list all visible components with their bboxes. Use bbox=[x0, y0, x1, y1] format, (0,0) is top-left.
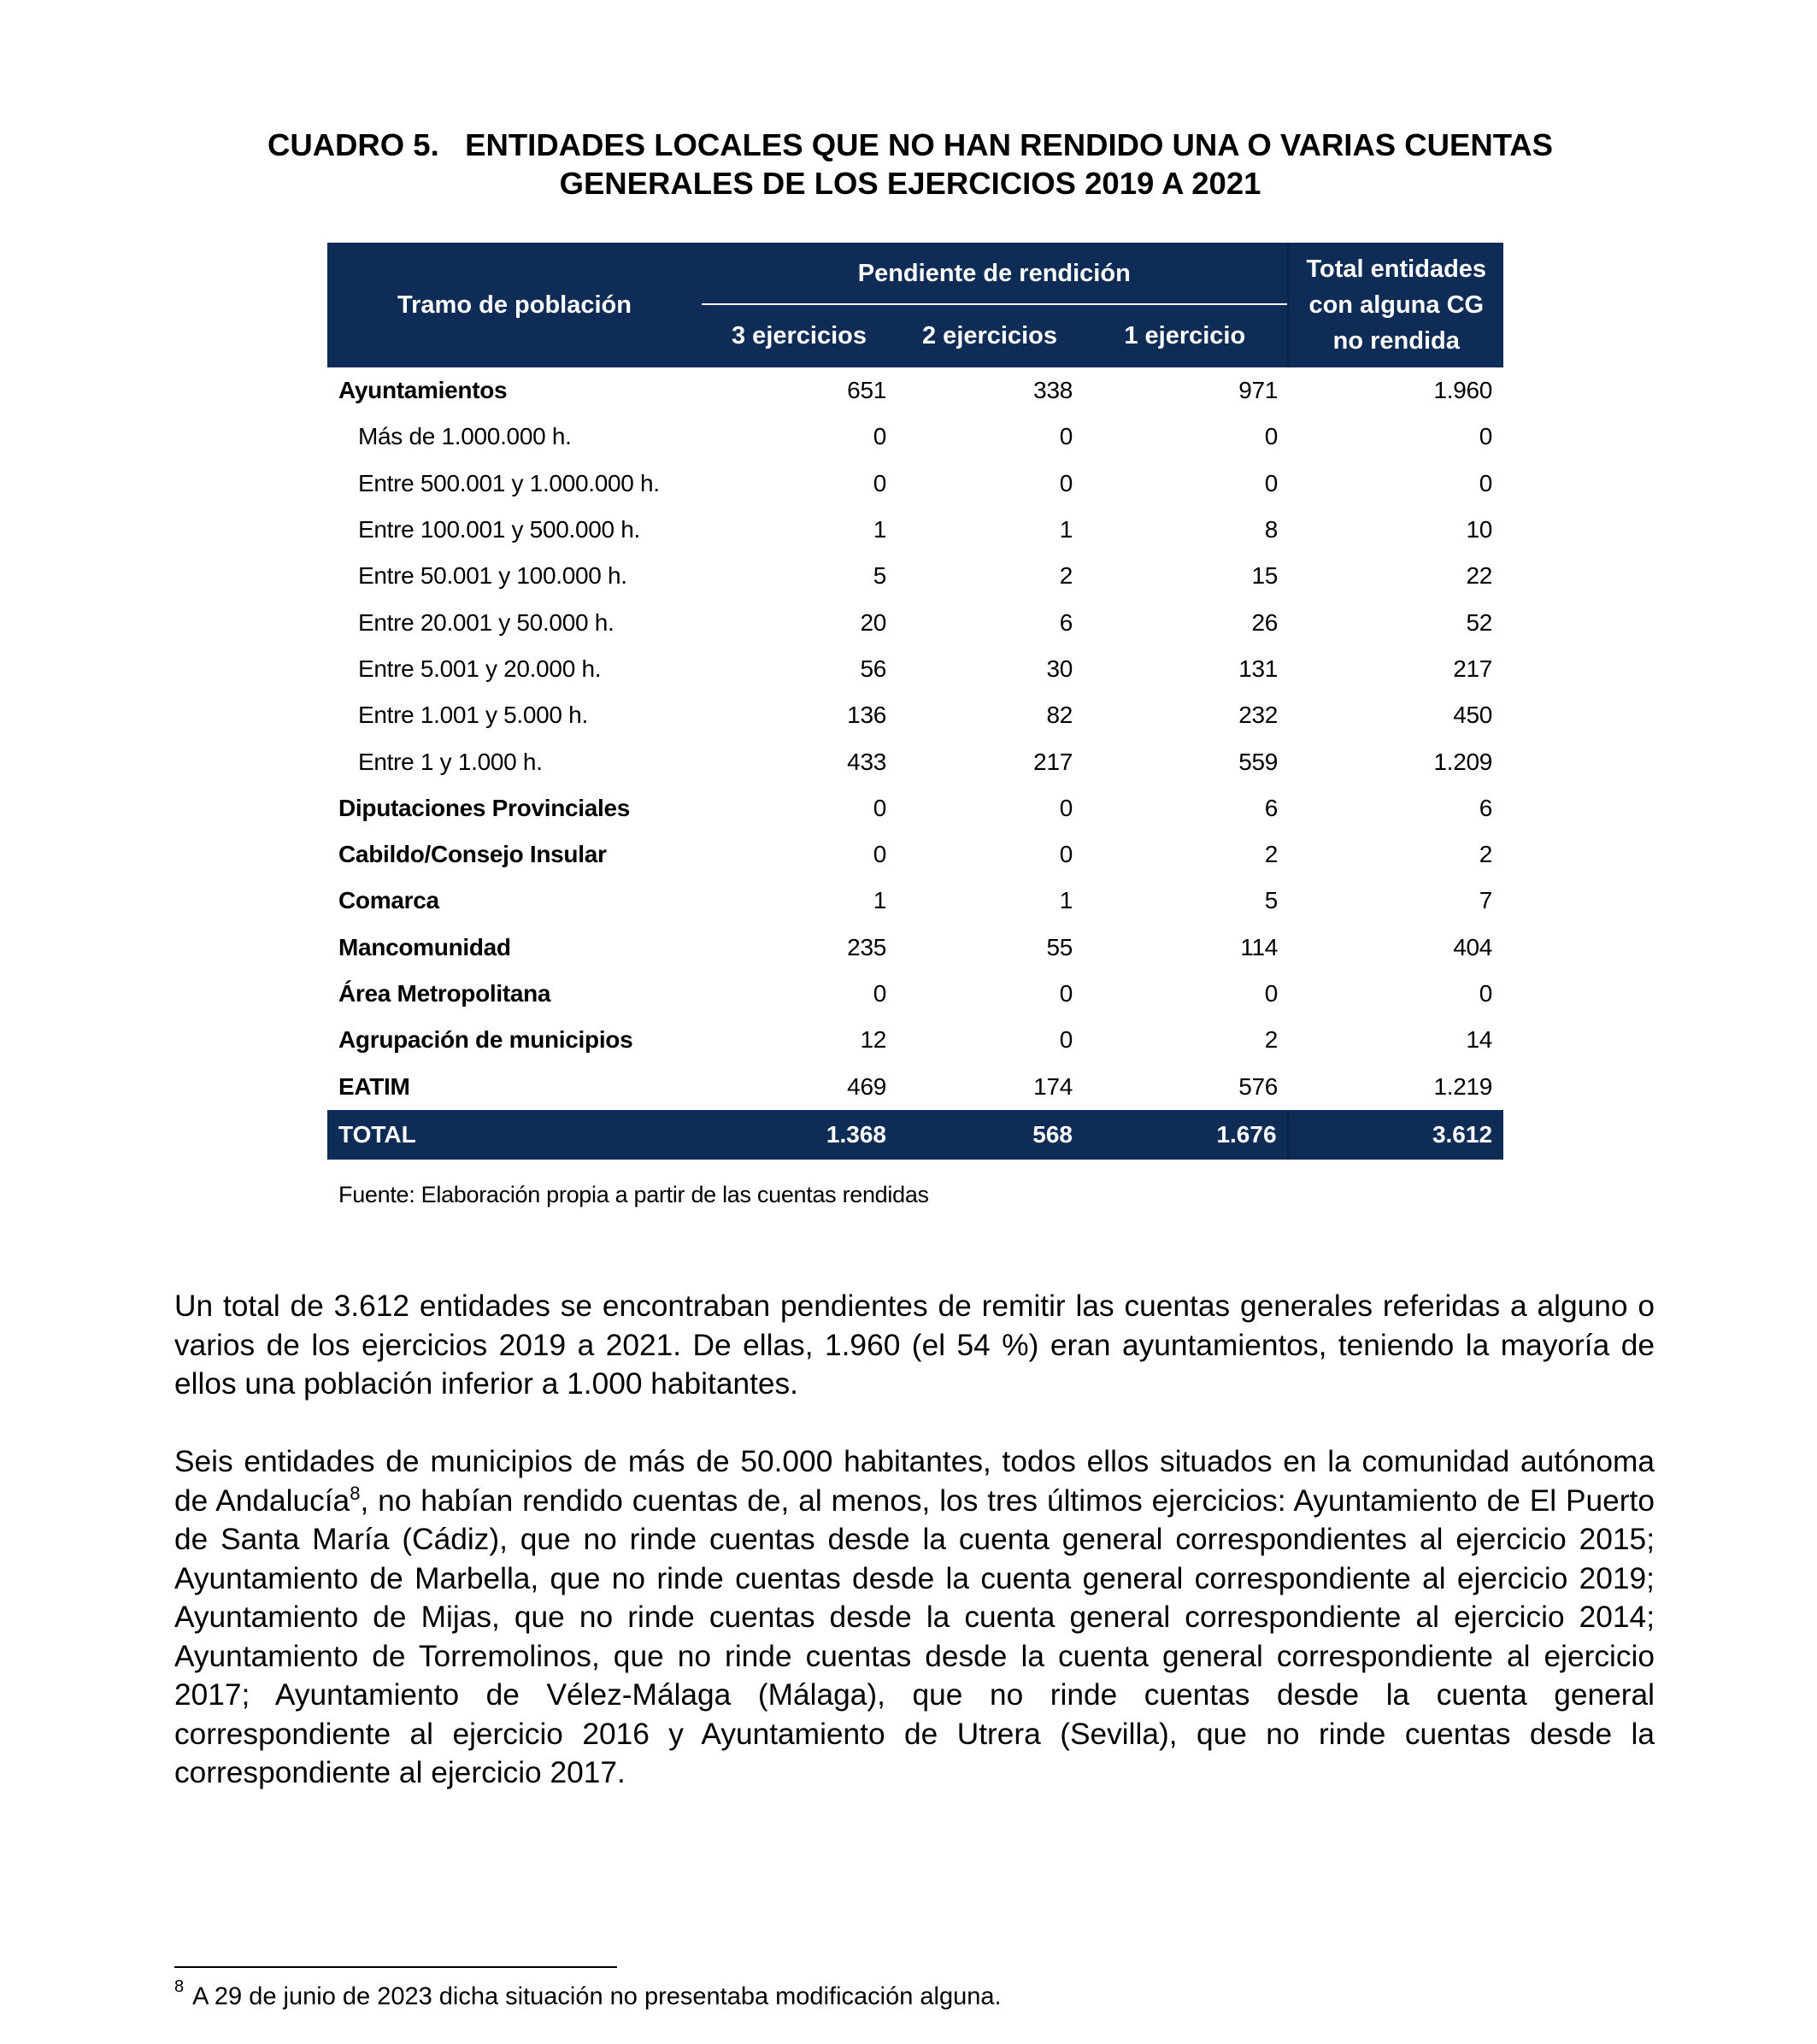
cell-3-ejercicios: 0 bbox=[873, 423, 886, 450]
paragraph-2-part2: , no habían rendido cuentas de, al menos, los tres últimos ejercicios: Ayuntamiento de El Puerto de Santa María (Cádiz), que no rinde cuentas desde la cuenta general correspondientes al ejercicio 2015; Ayuntamiento de Marbella, que no rinde cuentas desde la cuenta general correspondiente al ejercicio 2019; Ayuntamiento de Mijas, que no rinde cuentas desde la cuenta general correspondiente al ejercicio 2014; Ayuntamiento de Torremolinos, que no rinde cuentas desde la cuenta general correspondiente al ejercicio 2017; Ayuntamiento de Vélez-Málaga (Málaga), que no rinde cuentas desde la cuenta general correspondiente al ejercicio 2016 y Ayuntamiento de Utrera (Sevilla), que no rinde cuentas desde la correspondiente al ejercicio 2017. bbox=[174, 1483, 1655, 1789]
table-container bbox=[327, 243, 1503, 1160]
cell-2-ejercicios: 217 bbox=[1033, 748, 1073, 775]
footnote-ref[interactable]: 8 bbox=[350, 1482, 361, 1504]
cell-1-ejercicio: 8 bbox=[1264, 516, 1279, 543]
cell-1-ejercicio: 6 bbox=[1264, 794, 1279, 821]
cell-3-ejercicios: 1 bbox=[873, 516, 886, 543]
cell-total: 450 bbox=[1453, 702, 1493, 729]
footnote-text: A 29 de junio de 2023 dicha situación no presentaba modificación alguna. bbox=[192, 1982, 1002, 2011]
cell-1-ejercicio: 0 bbox=[1264, 980, 1279, 1007]
cell-2-ejercicios: 174 bbox=[1033, 1072, 1073, 1100]
row-label: Mancomunidad bbox=[338, 933, 511, 960]
total-label: TOTAL bbox=[327, 1110, 702, 1160]
cell-total: 0 bbox=[1479, 980, 1493, 1007]
cell-3-ejercicios: 0 bbox=[873, 469, 886, 496]
table-row bbox=[327, 553, 1503, 599]
header-2-ejercicios: 2 ejercicios bbox=[897, 305, 1083, 367]
cell-1-ejercicio: 15 bbox=[1251, 562, 1279, 590]
total-1-ejercicio: 1.676 bbox=[1083, 1110, 1288, 1160]
table-row bbox=[327, 738, 1503, 784]
table-row bbox=[327, 1017, 1503, 1063]
row-label: EATIM bbox=[338, 1072, 410, 1100]
cell-1-ejercicio: 559 bbox=[1238, 748, 1279, 775]
table-source: Fuente: Elaboración propia a partir de las cuentas rendidas bbox=[338, 1182, 929, 1207]
row-label: Entre 1.001 y 5.000 h. bbox=[358, 702, 588, 729]
row-label: Entre 50.001 y 100.000 h. bbox=[358, 562, 627, 590]
cell-3-ejercicios: 433 bbox=[847, 748, 886, 775]
cell-1-ejercicio: 2 bbox=[1264, 841, 1279, 868]
row-label: Entre 20.001 y 50.000 h. bbox=[358, 608, 614, 636]
footnote bbox=[174, 1977, 1002, 2012]
table-title-line1: CUADRO 5. ENTIDADES LOCALES QUE NO HAN RENDIDO UNA O VARIAS CUENTAS bbox=[267, 127, 1554, 162]
cell-total: 2 bbox=[1479, 841, 1493, 868]
cell-3-ejercicios: 469 bbox=[847, 1072, 886, 1100]
table-row bbox=[327, 646, 1503, 692]
cell-total: 6 bbox=[1479, 794, 1493, 821]
row-label: Más de 1.000.000 h. bbox=[358, 423, 572, 450]
cell-3-ejercicios: 20 bbox=[860, 608, 886, 636]
header-total-line1: Total entidades bbox=[1306, 256, 1487, 283]
cell-total: 14 bbox=[1466, 1026, 1493, 1054]
header-pendiente-group: Pendiente de rendición bbox=[702, 243, 1288, 305]
footnote-number: 8 bbox=[174, 1977, 185, 1996]
cell-2-ejercicios: 0 bbox=[1059, 841, 1073, 868]
header-total-line3: no rendida bbox=[1332, 327, 1460, 355]
cell-2-ejercicios: 0 bbox=[1059, 423, 1073, 450]
cell-total: 1.219 bbox=[1433, 1072, 1493, 1100]
table-body bbox=[327, 367, 1503, 1110]
cell-3-ejercicios: 235 bbox=[847, 933, 886, 960]
row-label: Entre 500.001 y 1.000.000 h. bbox=[358, 469, 660, 496]
cell-1-ejercicio: 576 bbox=[1238, 1072, 1279, 1100]
cell-3-ejercicios: 136 bbox=[847, 702, 886, 729]
cell-total: 10 bbox=[1466, 516, 1493, 543]
paragraph-2 bbox=[174, 1442, 1655, 1793]
table-row bbox=[327, 971, 1503, 1017]
cell-3-ejercicios: 0 bbox=[873, 794, 886, 821]
header-tramo: Tramo de población bbox=[327, 243, 702, 367]
cell-total: 52 bbox=[1466, 608, 1493, 636]
cell-1-ejercicio: 0 bbox=[1264, 423, 1279, 450]
cell-2-ejercicios: 6 bbox=[1059, 608, 1073, 636]
cell-2-ejercicios: 0 bbox=[1059, 794, 1073, 821]
footnote-divider bbox=[174, 1966, 617, 1968]
cell-total: 404 bbox=[1453, 933, 1493, 960]
cell-total: 0 bbox=[1479, 423, 1493, 450]
header-3-ejercicios: 3 ejercicios bbox=[702, 305, 897, 367]
cell-2-ejercicios: 0 bbox=[1059, 1026, 1073, 1054]
total-3-ejercicios: 1.368 bbox=[702, 1110, 897, 1160]
cell-total: 7 bbox=[1479, 887, 1493, 914]
table-row bbox=[327, 599, 1503, 645]
cell-1-ejercicio: 114 bbox=[1240, 933, 1279, 960]
cell-3-ejercicios: 651 bbox=[847, 377, 886, 404]
table-title-line2: GENERALES DE LOS EJERCICIOS 2019 A 2021 bbox=[559, 166, 1261, 201]
cell-3-ejercicios: 1 bbox=[873, 887, 886, 914]
cell-1-ejercicio: 5 bbox=[1264, 887, 1279, 914]
cell-1-ejercicio: 26 bbox=[1251, 608, 1279, 636]
row-label: Agrupación de municipios bbox=[338, 1026, 633, 1054]
header-total-line2: con alguna CG bbox=[1308, 291, 1485, 319]
cell-3-ejercicios: 56 bbox=[860, 655, 886, 682]
table-row bbox=[327, 831, 1503, 878]
row-label: Entre 1 y 1.000 h. bbox=[358, 748, 543, 775]
row-label: Diputaciones Provinciales bbox=[338, 794, 631, 821]
cell-2-ejercicios: 338 bbox=[1033, 377, 1073, 404]
cell-1-ejercicio: 131 bbox=[1238, 655, 1279, 682]
row-label: Ayuntamientos bbox=[338, 377, 508, 404]
cell-total: 217 bbox=[1453, 655, 1493, 682]
cell-2-ejercicios: 1 bbox=[1059, 887, 1073, 914]
cell-2-ejercicios: 30 bbox=[1046, 655, 1073, 682]
row-label: Entre 100.001 y 500.000 h. bbox=[358, 516, 641, 543]
row-label: Entre 5.001 y 20.000 h. bbox=[358, 655, 602, 682]
row-label: Comarca bbox=[338, 887, 439, 914]
cell-2-ejercicios: 2 bbox=[1059, 562, 1073, 590]
table-row bbox=[327, 414, 1503, 460]
table-row bbox=[327, 1063, 1503, 1109]
cell-3-ejercicios: 5 bbox=[873, 562, 886, 590]
row-label: Cabildo/Consejo Insular bbox=[338, 841, 607, 868]
paragraph-2-part1: Seis entidades de municipios de más de 50.000 habitantes, todos ellos situados en la comunidad autónoma de Andalucía bbox=[174, 1445, 1655, 1518]
cell-1-ejercicio: 232 bbox=[1238, 702, 1279, 729]
cell-3-ejercicios: 0 bbox=[873, 841, 886, 868]
cell-2-ejercicios: 0 bbox=[1059, 980, 1073, 1007]
cell-total: 0 bbox=[1479, 469, 1493, 496]
cell-total: 1.209 bbox=[1433, 748, 1493, 775]
cell-2-ejercicios: 82 bbox=[1046, 702, 1073, 729]
table-row bbox=[327, 367, 1503, 414]
row-label: Área Metropolitana bbox=[338, 980, 551, 1007]
cell-2-ejercicios: 0 bbox=[1059, 469, 1073, 496]
table-row bbox=[327, 878, 1503, 924]
total-entidades: 3.612 bbox=[1288, 1110, 1503, 1160]
table-title bbox=[205, 126, 1615, 203]
cell-total: 1.960 bbox=[1433, 377, 1493, 404]
total-2-ejercicios: 568 bbox=[897, 1110, 1083, 1160]
table-row bbox=[327, 785, 1503, 831]
header-1-ejercicio: 1 ejercicio bbox=[1083, 305, 1288, 367]
table-row bbox=[327, 692, 1503, 738]
header-total bbox=[1288, 243, 1503, 367]
cell-1-ejercicio: 2 bbox=[1264, 1026, 1279, 1054]
cell-3-ejercicios: 12 bbox=[860, 1026, 886, 1054]
cell-2-ejercicios: 1 bbox=[1059, 516, 1073, 543]
cell-3-ejercicios: 0 bbox=[873, 980, 886, 1007]
table-row bbox=[327, 507, 1503, 553]
total-row bbox=[327, 1110, 1503, 1160]
entities-table bbox=[327, 243, 1503, 1160]
cell-total: 22 bbox=[1466, 562, 1493, 590]
cell-1-ejercicio: 971 bbox=[1238, 377, 1279, 404]
cell-2-ejercicios: 55 bbox=[1046, 933, 1073, 960]
paragraph-1: Un total de 3.612 entidades se encontraban pendientes de remitir las cuentas generales referidas a alguno o varios de los ejercicios 2019 a 2021. De ellas, 1.960 (el 54 %) eran ayuntamientos, teniendo la mayoría de ellos una población inferior a 1.000 habitantes. bbox=[174, 1289, 1655, 1401]
table-row bbox=[327, 925, 1503, 971]
cell-1-ejercicio: 0 bbox=[1264, 469, 1279, 496]
table-row bbox=[327, 461, 1503, 507]
